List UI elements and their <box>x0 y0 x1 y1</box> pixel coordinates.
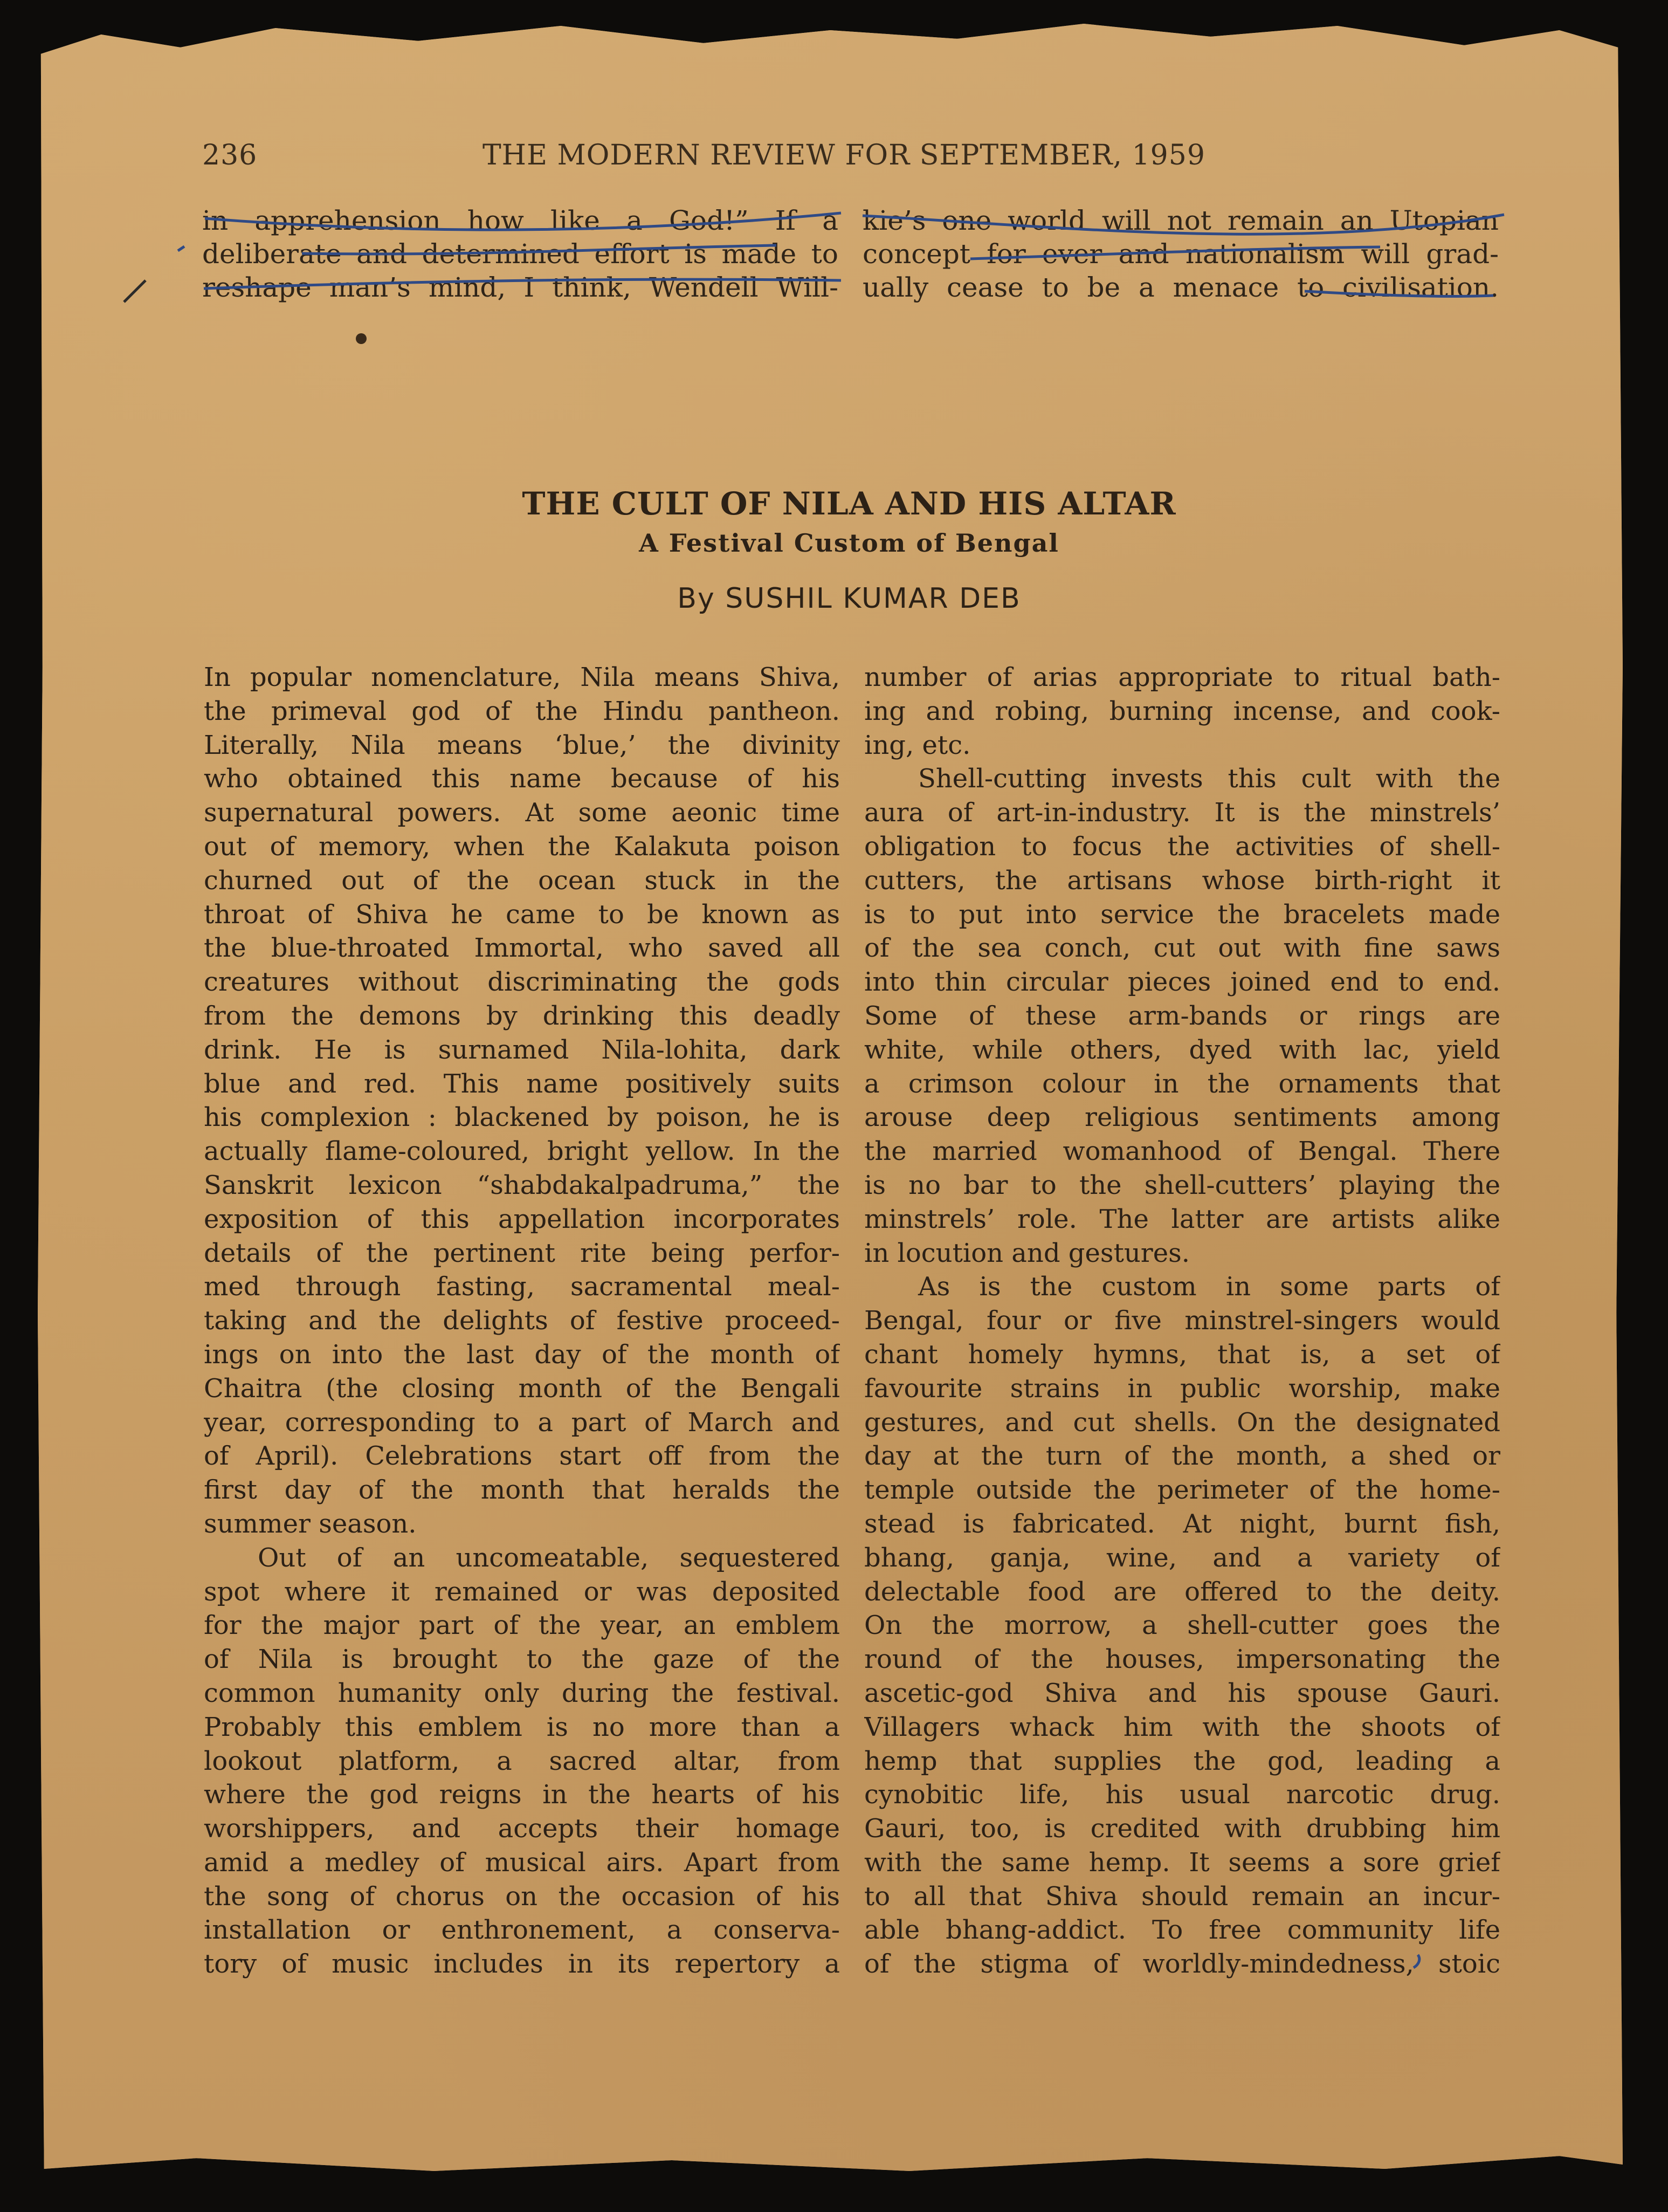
text-line: Sanskrit lexicon “shabdakalpadruma,” the <box>204 1170 840 1200</box>
text-line: Literally, Nila means ‘blue,’ the divinity <box>204 730 840 760</box>
text-line: lookout platform, a sacred altar, from <box>204 1746 840 1776</box>
text-line: Villagers whack him with the shoots of <box>864 1712 1500 1742</box>
text-line: kie’s one world will not remain an Utopian <box>863 205 1499 236</box>
text-line: cynobitic life, his usual narcotic drug. <box>864 1780 1500 1810</box>
text-line: throat of Shiva he came to be known as <box>204 899 840 930</box>
article-left-column <box>204 661 840 1981</box>
text-line: is no bar to the shell-cutters’ playing the <box>864 1170 1500 1200</box>
text-line: chant homely hymns, that is, a set of <box>864 1339 1500 1370</box>
text-line: tory of music includes in its repertory a <box>204 1949 840 1980</box>
text-line: for the major part of the year, an emblem <box>204 1610 840 1641</box>
text-line: exposition of this appellation incorporates <box>204 1204 840 1234</box>
text-line: supernatural powers. At some aeonic time <box>204 798 840 828</box>
text-line: gestures, and cut shells. On the designated <box>864 1407 1500 1438</box>
text-line: aura of art-in-industry. It is the minstrels’ <box>864 798 1500 828</box>
text-line: cutters, the artisans whose birth-right it <box>864 865 1500 896</box>
text-line: Out of an uncomeatable, sequestered <box>258 1542 840 1573</box>
article-title: THE CULT OF NILA AND HIS ALTAR <box>522 485 1176 522</box>
text-line: round of the houses, impersonating the <box>864 1644 1500 1675</box>
page-header <box>202 139 1496 182</box>
text-line: On the morrow, a shell-cutter goes the <box>864 1610 1500 1641</box>
text-line: deliberate and determined effort is made to <box>202 238 838 270</box>
article-byline: By SUSHIL KUMAR DEB <box>677 582 1021 615</box>
text-line: the blue-throated Immortal, who saved all <box>204 933 840 964</box>
text-line: ually cease to be a menace to civilisation. <box>863 272 1499 303</box>
article-heading <box>202 485 1496 615</box>
text-line: day at the turn of the month, a shed or <box>864 1441 1500 1472</box>
text-line: ing, etc. <box>864 730 971 760</box>
text-line: in apprehension how like a God!” If a <box>202 205 838 236</box>
text-line: As is the custom in some parts of <box>918 1272 1500 1302</box>
text-line: taking and the delights of festive proceed- <box>204 1306 840 1336</box>
text-line: ing and robing, burning incense, and cook- <box>864 696 1500 726</box>
text-line: into thin circular pieces joined end to end. <box>864 967 1500 998</box>
text-line: common humanity only during the festival. <box>204 1678 840 1708</box>
text-line: first day of the month that heralds the <box>204 1475 840 1506</box>
text-line: In popular nomenclature, Nila means Shiva, <box>204 662 840 692</box>
text-line: reshape man’s mind, I think, Wendell Will- <box>202 272 838 303</box>
text-line: ings on into the last day of the month of <box>204 1339 840 1370</box>
text-line: Chaitra (the closing month of the Bengali <box>204 1373 840 1404</box>
text-line: details of the pertinent rite being perfor- <box>204 1238 840 1268</box>
text-line: drink. He is surnamed Nila-lohita, dark <box>204 1034 840 1065</box>
text-line: hemp that supplies the god, leading a <box>864 1746 1500 1776</box>
article-right-column <box>864 661 1500 1981</box>
text-line: amid a medley of musical airs. Apart from <box>204 1847 840 1878</box>
journal-title: THE MODERN REVIEW FOR SEPTEMBER, 1959 <box>483 139 1205 171</box>
text-line: spot where it remained or was deposited <box>204 1576 840 1607</box>
text-line: actually flame-coloured, bright yellow. In the <box>204 1136 840 1167</box>
text-line: his complexion : blackened by poison, he is <box>204 1102 840 1133</box>
text-line: where the god reigns in the hearts of his <box>204 1780 840 1810</box>
text-line: is to put into service the bracelets made <box>864 899 1500 930</box>
text-line: year, corresponding to a part of March and <box>204 1407 840 1438</box>
previous-article-right-column <box>863 204 1499 304</box>
previous-article-left-column <box>202 204 838 304</box>
text-line: Some of these arm-bands or rings are <box>864 1000 1500 1031</box>
text-line: Bengal, four or five minstrel-singers would <box>864 1306 1500 1336</box>
text-line: able bhang-addict. To free community life <box>864 1915 1500 1946</box>
text-line: out of memory, when the Kalakuta poison <box>204 831 840 862</box>
text-line: favourite strains in public worship, make <box>864 1373 1500 1404</box>
text-line: Shell-cutting invests this cult with the <box>918 764 1500 794</box>
text-line: white, while others, dyed with lac, yield <box>864 1034 1500 1065</box>
text-line: churned out of the ocean stuck in the <box>204 865 840 896</box>
text-line: obligation to focus the activities of shell- <box>864 831 1500 862</box>
text-line: worshippers, and accepts their homage <box>204 1813 840 1844</box>
text-line: in locution and gestures. <box>864 1238 1190 1268</box>
text-line: the song of chorus on the occasion of his <box>204 1881 840 1912</box>
text-line: the married womanhood of Bengal. There <box>864 1136 1500 1167</box>
text-line: of the sea conch, cut out with fine saws <box>864 933 1500 964</box>
text-line: of Nila is brought to the gaze of the <box>204 1644 840 1675</box>
text-line: installation or enthronement, a conserva- <box>204 1915 840 1946</box>
text-line: who obtained this name because of his <box>204 764 840 794</box>
text-line: to all that Shiva should remain an incur- <box>864 1881 1500 1912</box>
text-line: blue and red. This name positively suits <box>204 1068 840 1099</box>
text-line: a crimson colour in the ornaments that <box>864 1068 1500 1099</box>
text-line: the primeval god of the Hindu pantheon. <box>204 696 840 726</box>
text-line: with the same hemp. It seems a sore grief <box>864 1847 1500 1878</box>
text-line: of April). Celebrations start off from the <box>204 1441 840 1472</box>
text-line: from the demons by drinking this deadly <box>204 1000 840 1031</box>
text-line: Gauri, too, is credited with drubbing him <box>864 1813 1500 1844</box>
text-line: summer season. <box>204 1508 417 1539</box>
text-line: creatures without discriminating the gods <box>204 967 840 998</box>
text-line: bhang, ganja, wine, and a variety of <box>864 1542 1500 1573</box>
text-line: stead is fabricated. At night, burnt fish, <box>864 1508 1500 1539</box>
text-line: of the stigma of worldly-mindedness, stoic <box>864 1949 1500 1980</box>
text-line: delectable food are offered to the deity. <box>864 1576 1500 1607</box>
text-line: arouse deep religious sentiments among <box>864 1102 1500 1133</box>
text-line: med through fasting, sacramental meal- <box>204 1272 840 1302</box>
text-line: minstrels’ role. The latter are artists alike <box>864 1204 1500 1234</box>
text-line: number of arias appropriate to ritual bath- <box>864 662 1500 692</box>
text-line: ascetic-god Shiva and his spouse Gauri. <box>864 1678 1500 1708</box>
text-line: concept for ever and nationalism will grad- <box>863 238 1499 270</box>
page-number: 236 <box>202 139 258 171</box>
text-line: Probably this emblem is no more than a <box>204 1712 840 1742</box>
article-subtitle: A Festival Custom of Bengal <box>639 528 1059 558</box>
text-line: temple outside the perimeter of the home- <box>864 1475 1500 1506</box>
